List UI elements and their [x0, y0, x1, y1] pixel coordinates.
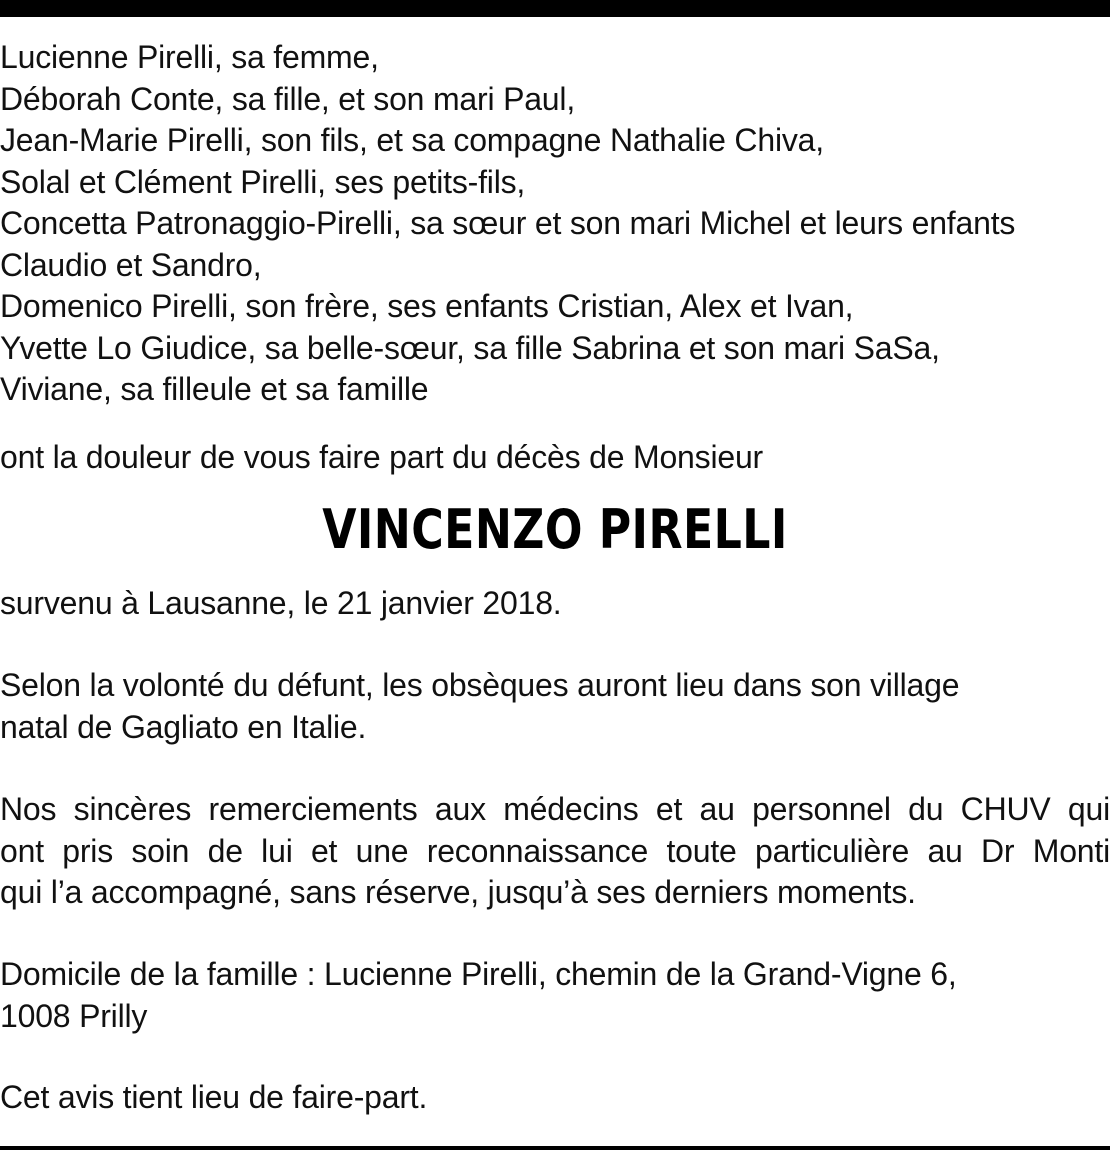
mourner-line: Domenico Pirelli, son frère, ses enfants Cristian, Alex et Ivan, — [0, 288, 854, 324]
mourner-line: Lucienne Pirelli, sa femme, — [0, 39, 379, 75]
thanks-paragraph — [0, 789, 1110, 914]
mourner-line: Déborah Conte, sa fille, et son mari Paul, — [0, 80, 576, 117]
announcement-text: ont la douleur de vous faire part du décès de Monsieur — [0, 439, 764, 475]
mourner-line: Solal et Clément Pirelli, ses petits-fils, — [0, 163, 526, 200]
death-info-text: survenu à Lausanne, le 21 janvier 2018. — [0, 585, 562, 621]
mourner-line: Concetta Patronaggio-Pirelli, sa sœur et son mari Michel et leurs enfants — [0, 205, 1016, 241]
domicile-paragraph — [0, 954, 1110, 1037]
closing-notice: Cet avis tient lieu de faire-part. — [0, 1079, 428, 1115]
mourner-line: Jean-Marie Pirelli, son fils, et sa compagne Nathalie Chiva, — [0, 122, 824, 158]
deceased-name: VINCENZO PIRELLI — [322, 498, 788, 561]
funeral-line: natal de Gagliato en Italie. — [0, 708, 367, 745]
mourner-line: Yvette Lo Giudice, sa belle-sœur, sa fille Sabrina et son mari SaSa, — [0, 329, 940, 366]
mourner-line: Viviane, sa filleule et sa famille — [0, 371, 429, 407]
bottom-border-rule — [0, 1146, 1110, 1150]
thanks-line: qui l’a accompagné, sans réserve, jusqu’à ses derniers moments. — [0, 874, 916, 910]
mourner-line: Claudio et Sandro, — [0, 246, 262, 283]
domicile-line: 1008 Prilly — [0, 997, 148, 1034]
funeral-line: Selon la volonté du défunt, les obsèques auront lieu dans son village — [0, 667, 960, 703]
top-border-rule — [0, 0, 1110, 17]
mourners-list — [0, 37, 1110, 411]
domicile-line: Domicile de la famille : Lucienne Pirelli, chemin de la Grand-Vigne 6, — [0, 956, 957, 992]
funeral-paragraph — [0, 665, 1110, 748]
thanks-line: ont pris soin de lui et une reconnaissance toute particulière au Dr Monti — [0, 832, 1110, 869]
thanks-line: Nos sincères remerciements aux médecins et au personnel du CHUV qui — [0, 791, 1110, 827]
